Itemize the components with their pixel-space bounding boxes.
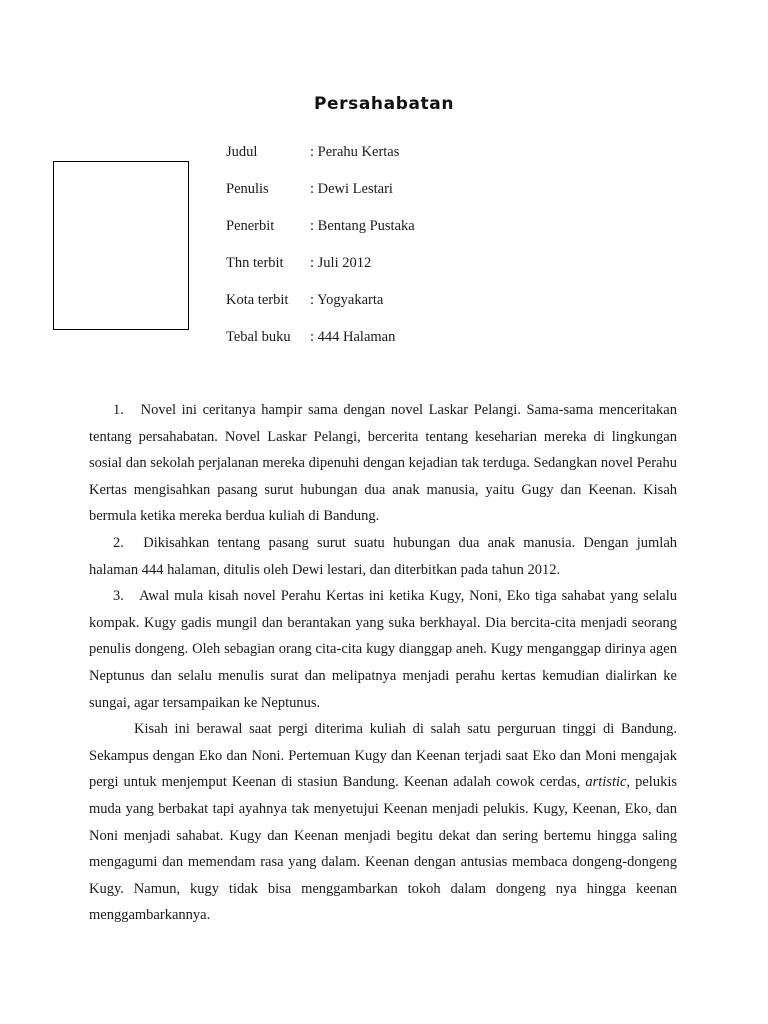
list-item [89,583,677,716]
list-item [89,397,677,530]
metadata-value: : Bentang Pustaka [310,218,415,234]
metadata-label: Kota terbit [226,292,289,308]
list-item-text: Novel ini ceritanya hampir sama dengan novel Laskar Pelangi. Sama-sama menceritakan tentang persahabatan. Novel Laskar Pelangi, bercerita tentang keseharian mereka di lingkungan sosial dan sekolah perjalanan mereka dipenuhi dengan kejadian tak terduga. Sedangkan novel Perahu Kertas mengisahkan pasang surut hubungan dua anak manusia, yaitu Gugy dan Keenan. Kisah bermula ketika mereka berdua kuliah di Bandung. [89,402,677,525]
list-item-text: Dikisahkan tentang pasang surut suatu hubungan dua anak manusia. Dengan jumlah halaman 444 halaman, ditulis oleh Dewi lestari, dan diterbitkan pada tahun 2012. [89,534,678,578]
body-text [89,397,677,929]
list-number: 2. [113,534,124,551]
metadata-label: Judul [226,144,258,160]
metadata-label: Thn terbit [226,255,284,271]
metadata-label: Penerbit [226,218,275,234]
italic-word: artistic [585,774,627,791]
metadata-value: : Juli 2012 [310,255,372,271]
metadata-value: : Dewi Lestari [310,181,393,197]
paragraph-text: , pelukis muda yang berbakat tapi ayahnya tak menyetujui Keenan menjadi pelukis. Kugy, Keenan, Eko, dan Noni menjadi sahabat. Kugy dan Keenan menjadi begitu dekat dan sering bertemu hingga saling mengagumi dan memendam rasa yang dalam. Keenan dengan antusias membaca dongeng-dongeng Kugy. Namun, kugy tidak bisa menggambarkan tokoh dalam dongeng nya hingga keenan menggambarkannya. [89,774,677,924]
list-item [89,530,677,583]
list-number: 3. [113,588,124,605]
page-title: Persahabatan [313,94,455,114]
paragraph-text: Kisah ini berawal saat pergi diterima kuliah di salah satu perguruan tinggi di Bandung. Sekampus dengan Eko dan Noni. Pertemuan Kugy dan Keenan terjadi saat Eko dan Moni mengajak pergi untuk menjemput Keenan di stasiun Bandung. Keenan adalah cowok cerdas, [89,721,677,791]
story-paragraph [89,716,677,929]
metadata-value: : 444 Halaman [310,329,396,345]
book-cover-placeholder [53,161,189,330]
list-item-text: Awal mula kisah novel Perahu Kertas ini ketika Kugy, Noni, Eko tiga sahabat yang selalu kompak. Kugy gadis mungil dan berantakan yang suka berkhayal. Dia bercita-cita menjadi seorang penulis dongeng. Oleh sebagian orang cita-cita kugy dianggap aneh. Kugy menganggap dirinya agen Neptunus dan selalu menulis surat dan melipatnya menjadi perahu kertas kemudian dialirkan ke sungai, agar tersampaikan ke Neptunus. [89,588,677,711]
list-number: 1. [113,402,124,418]
metadata-value: : Perahu Kertas [310,144,400,160]
metadata-label: Tebal buku [226,329,291,345]
metadata-label: Penulis [226,181,269,197]
metadata-value: : Yogyakarta [310,292,384,308]
